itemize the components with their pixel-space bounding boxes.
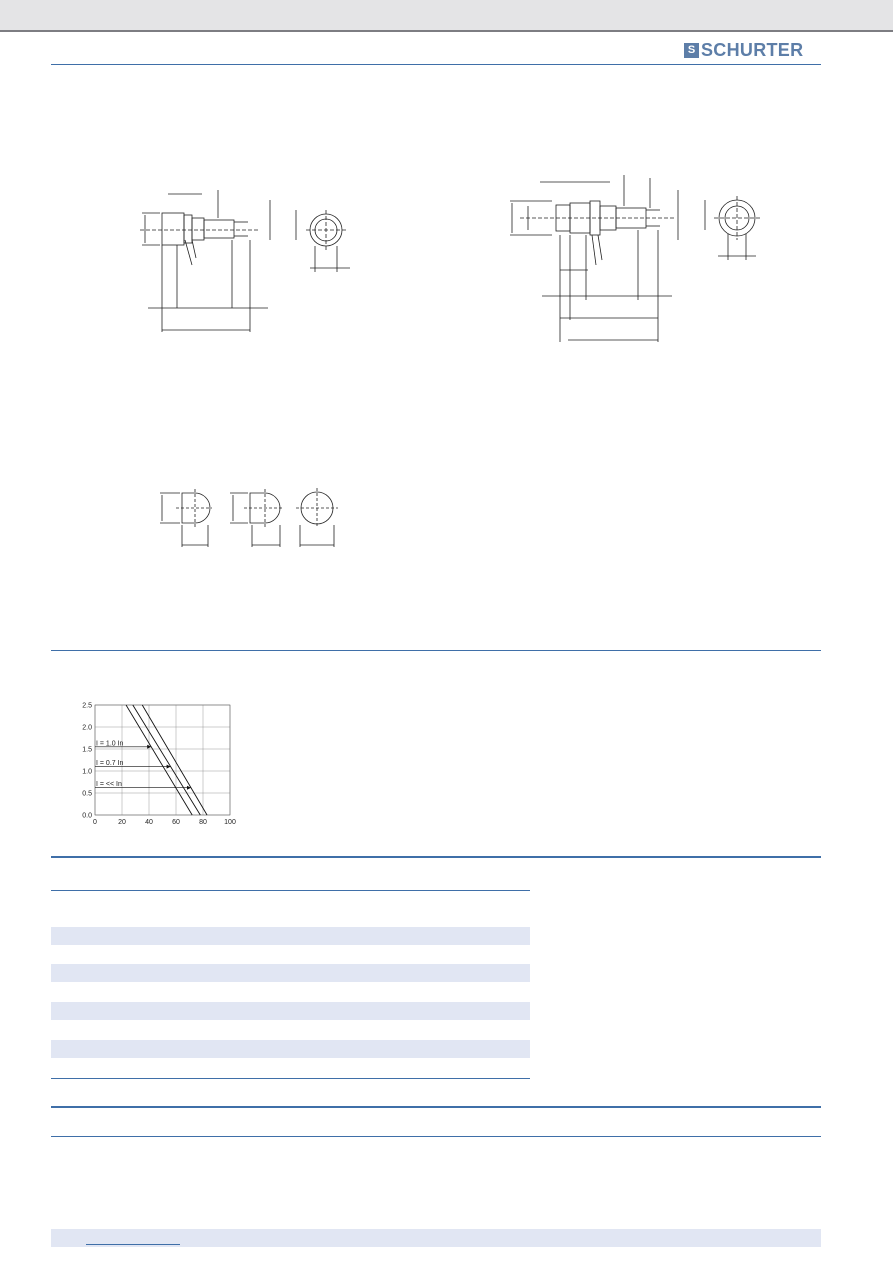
series-annotation: I = 1.0 In [96,740,124,748]
table-row-shaded [51,1040,530,1058]
header-rule [51,64,821,65]
table-row-shaded [51,1002,530,1020]
x-tick-label: 20 [118,819,126,826]
y-tick-label: 0.5 [82,790,92,798]
section-rule-drawings [51,650,821,651]
series-annotation: I = << In [96,781,122,789]
series-line [142,705,207,815]
series-line [126,705,192,815]
schurter-logo [684,40,803,60]
dimension-drawing-right [500,170,780,345]
dimension-drawing-left [130,180,360,340]
x-tick-label: 100 [224,819,236,826]
section-rule-chart [51,856,821,858]
section-rule-lower-2 [51,1136,821,1137]
y-tick-label: 1.5 [82,746,92,754]
viewer-top-bar [0,0,893,32]
footer-link-underline[interactable] [86,1244,180,1245]
x-tick-label: 60 [172,819,180,826]
y-tick-label: 1.0 [82,768,92,776]
derating-chart [70,695,250,835]
series-line [133,705,201,815]
table-bottom-rule [51,1078,530,1079]
logo-text: SCHURTER [701,39,804,60]
x-tick-label: 80 [199,819,207,826]
y-tick-label: 2.0 [82,724,92,732]
table-row-shaded [51,964,530,982]
table-row-shaded [51,927,530,945]
cap-profiles-drawing [150,485,350,555]
y-tick-label: 0.0 [82,812,92,820]
y-tick-label: 2.5 [82,702,92,710]
x-tick-label: 0 [93,819,97,826]
series-annotation: I = 0.7 In [96,760,124,768]
logo-mark-icon: S [684,43,699,58]
section-rule-lower [51,1106,821,1108]
x-tick-label: 40 [145,819,153,826]
table-top-rule [51,890,530,891]
